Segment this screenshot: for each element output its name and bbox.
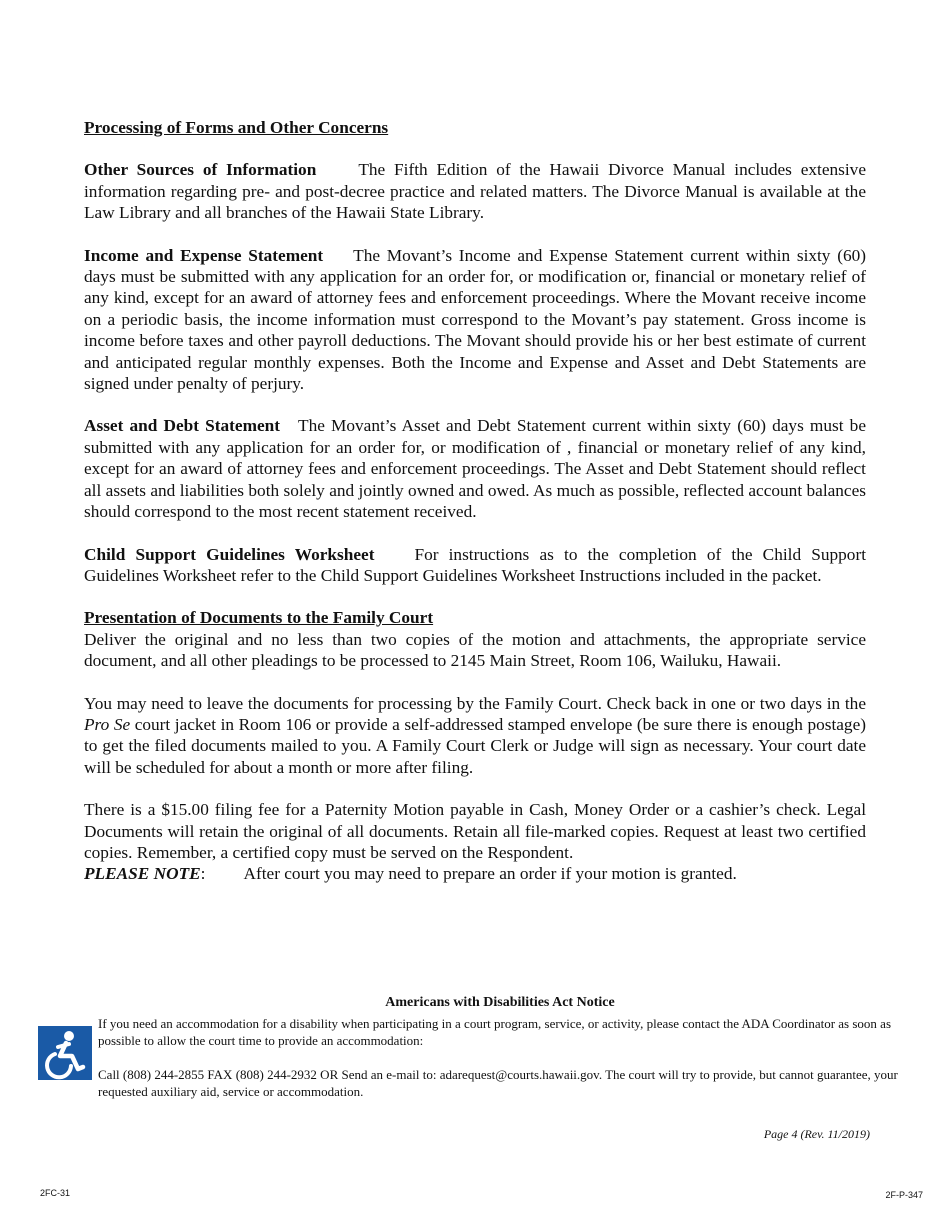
presentation-paragraph-1: Deliver the original and no less than two copies of the motion and attachments, the appropriate service document, and all other pleadings to be processed to 2145 Main Street, Room 106, Wailuku, Hawaii. bbox=[84, 629, 866, 671]
ada-paragraph-1: If you need an accommodation for a disability when participating in a court program, service, or activity, please contact the ADA Coordinator as soon as possible to allow the court time to provide an accommodation: bbox=[98, 1016, 891, 1048]
italic-run: Pro Se bbox=[84, 714, 131, 734]
section-income-expense bbox=[84, 245, 866, 395]
section-text: For instructions as to the completion of the Child Support Guidelines Worksheet refer to the Child Support Guidelines Worksheet Instructions included in the packet. bbox=[84, 544, 866, 585]
section-title: Asset and Debt Statement bbox=[84, 416, 281, 436]
section-child-support bbox=[84, 544, 866, 587]
note-text: After court you may need to prepare an order if your motion is granted. bbox=[243, 864, 737, 884]
footer-form-code: 2FC-31 bbox=[40, 1188, 71, 1198]
document-body bbox=[84, 117, 866, 885]
accessibility-icon bbox=[38, 1026, 92, 1080]
text-run: court jacket in Room 106 or provide a self-addressed stamped envelope (be sure there is enough postage) to get the filed documents mailed to you. A Family Court Clerk or Judge will sign as necessary. Your court date will be scheduled for about a month or more after filing. bbox=[84, 714, 866, 777]
heading-presentation: Presentation of Documents to the Family Court bbox=[84, 608, 434, 628]
page-number: Page 4 (Rev. 11/2019) bbox=[763, 1127, 870, 1141]
please-note bbox=[84, 863, 866, 884]
presentation-paragraph-2 bbox=[84, 693, 866, 779]
ada-text bbox=[98, 1015, 898, 1100]
note-colon: : bbox=[200, 864, 206, 884]
heading-processing: Processing of Forms and Other Concerns bbox=[84, 118, 389, 137]
section-asset-debt bbox=[84, 415, 866, 522]
section-other-sources bbox=[84, 159, 866, 223]
note-label: PLEASE NOTE bbox=[84, 864, 201, 884]
section-text: The Fifth Edition of the Hawaii Divorce Manual includes extensive information regarding pre- and post-decree practice and related matters. The Divorce Manual is available at the Law Library and all branches of the Hawaii State Library. bbox=[84, 160, 866, 223]
section-title: Other Sources of Information bbox=[84, 160, 317, 180]
section-text: The Movant’s Income and Expense Statement current within sixty (60) days must be submitted with any application for an order for, or modification or, financial or monetary relief of any kind, except for an award of attorney fees and enforcement proceedings. Where the Movant receive income on a periodic basis, the income information must correspond to the Movant’s pay statement. Gross income is income before taxes and other payroll deductions. The Movant should provide his or her best estimate of current and anticipated regular monthly expenses. Both the Income and Expense and Asset and Debt Statements are signed under penalty of perjury. bbox=[84, 245, 866, 394]
footer-doc-code: 2F-P-347 bbox=[885, 1190, 923, 1200]
presentation-paragraph-3: There is a $15.00 filing fee for a Paternity Motion payable in Cash, Money Order or a cashier’s check. Legal Documents will retain the original of all documents. Retain all file-marked copies. Request at least two certified copies. Remember, a certified copy must be served on the Respondent. bbox=[84, 800, 866, 862]
text-run: You may need to leave the documents for processing by the Family Court. Check back in one or two days in the bbox=[84, 693, 866, 713]
ada-paragraph-2: Call (808) 244-2855 FAX (808) 244-2932 OR Send an e-mail to: adarequest@courts.hawaii.gov. The court will try to provide, but cannot guarantee, your requested auxiliary aid, service or accommodation. bbox=[98, 1067, 898, 1099]
ada-title: Americans with Disabilities Act Notice bbox=[385, 995, 615, 1010]
section-text: The Movant’s Asset and Debt Statement current within sixty (60) days must be submitted with any application for an order for, or modification of , financial or monetary relief of any kind, except for an award of attorney fees and enforcement proceedings. The Asset and Debt Statement should reflect all assets and liabilities both solely and jointly owned and owed. As much as possible, reflected account balances should correspond to the most recent statement received. bbox=[84, 416, 866, 522]
section-title: Income and Expense Statement bbox=[84, 245, 324, 265]
section-title: Child Support Guidelines Worksheet bbox=[84, 544, 375, 564]
